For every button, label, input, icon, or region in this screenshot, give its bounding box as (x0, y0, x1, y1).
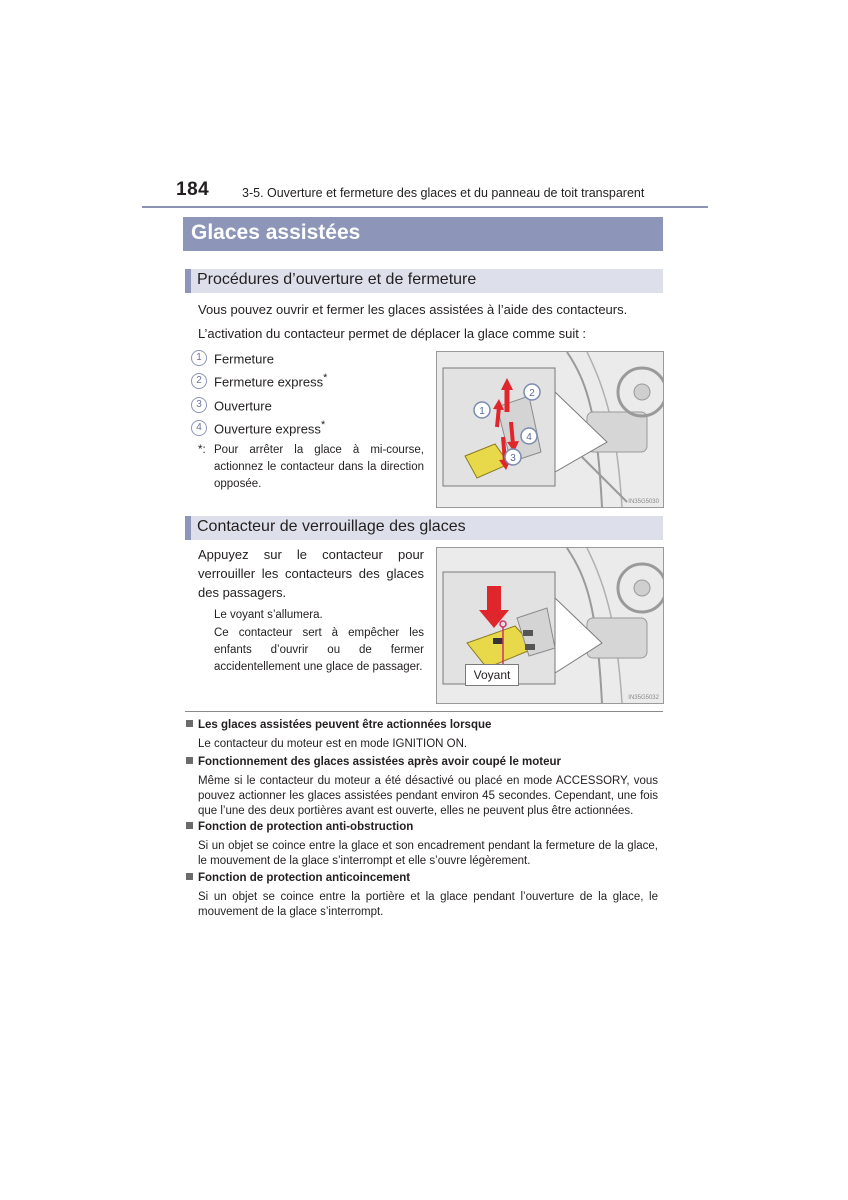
note-body: Le contacteur du moteur est en mode IGNITION ON. (198, 738, 468, 750)
note-body: Si un objet se coince entre la glace et son encadrement pendant la fermeture de la glace, le mouvement de la glace s’interrompt et elle s’ouvre légèrement. (198, 840, 658, 867)
note-text: Ce contacteur sert à empêcher les enfants d’ouvrir ou de fermer accidentellement une glace de passager. (214, 627, 424, 673)
number-circle-4: 4 (191, 420, 207, 436)
note-heading: Fonction de protection anticoincement (186, 872, 666, 884)
window-switch-figure (436, 351, 664, 508)
svg-text:2: 2 (529, 388, 535, 399)
section-heading-bar (185, 269, 663, 293)
bullet-square-icon (186, 757, 193, 764)
footnote-mark: *: (198, 444, 206, 456)
section-heading: Contacteur de verrouillage des glaces (197, 518, 466, 535)
svg-text:3: 3 (510, 453, 516, 464)
footnote: Pour arrêter la glace à mi-course, actionnez le contacteur dans la direction opposée. (214, 444, 424, 490)
page-title-bar (183, 217, 663, 251)
lock-switch-figure (436, 547, 664, 704)
svg-text:1: 1 (479, 406, 485, 417)
note-heading: Fonction de protection anti-obstruction (186, 821, 666, 833)
number-circle-1: 1 (191, 350, 207, 366)
bullet-square-icon (186, 822, 193, 829)
paragraph: Appuyez sur le contacteur pour verrouiller les contacteurs des glaces des passagers. (198, 547, 424, 600)
list-item: Fermeture (214, 351, 274, 367)
bullet-square-icon (186, 873, 193, 880)
running-header: 3-5. Ouverture et fermeture des glaces et du panneau de toit transparent (242, 186, 645, 200)
number-circle-2: 2 (191, 373, 207, 389)
svg-text:4: 4 (526, 432, 532, 443)
notes-separator (185, 711, 663, 712)
page-title: Glaces assistées (191, 221, 361, 244)
note-body: Si un objet se coince entre la portière et la glace pendant l’ouverture de la glace, le mouvement de la glace s’interrompt. (198, 891, 658, 918)
section-marker (185, 269, 191, 293)
note-heading: Les glaces assistées peuvent être actionnées lorsque (186, 719, 666, 731)
section-heading: Procédures d’ouverture et de fermeture (197, 271, 477, 288)
paragraph: L’activation du contacteur permet de déplacer la glace comme suit : (198, 326, 587, 341)
section-heading-bar (185, 516, 663, 540)
note-text: Le voyant s’allumera. (214, 609, 323, 621)
list-item: Fermeture express* (214, 372, 328, 390)
list-item: Ouverture (214, 398, 272, 414)
list-item: Ouverture express* (214, 419, 326, 437)
paragraph: Vous pouvez ouvrir et fermer les glaces assistées à l’aide des contacteurs. (198, 302, 628, 317)
note-heading: Fonctionnement des glaces assistées après avoir coupé le moteur (186, 756, 666, 768)
bullet-square-icon (186, 720, 193, 727)
note-body: Même si le contacteur du moteur a été désactivé ou placé en mode ACCESSORY, vous pouvez actionner les glaces assistées pendant environ 45 secondes. Cependant, une fois que l’une des deux portières avant est ouverte, elles ne peuvent plus être actionnées. (198, 775, 658, 817)
page-number: 184 (176, 179, 210, 200)
figure-code: IN35G5030 (628, 499, 659, 505)
section-marker (185, 516, 191, 540)
window-switch-illustration (437, 352, 663, 507)
number-circle-3: 3 (191, 397, 207, 413)
header-rule (142, 206, 708, 208)
indicator-label: Voyant (465, 664, 519, 686)
figure-code: IN35G5032 (628, 695, 659, 701)
